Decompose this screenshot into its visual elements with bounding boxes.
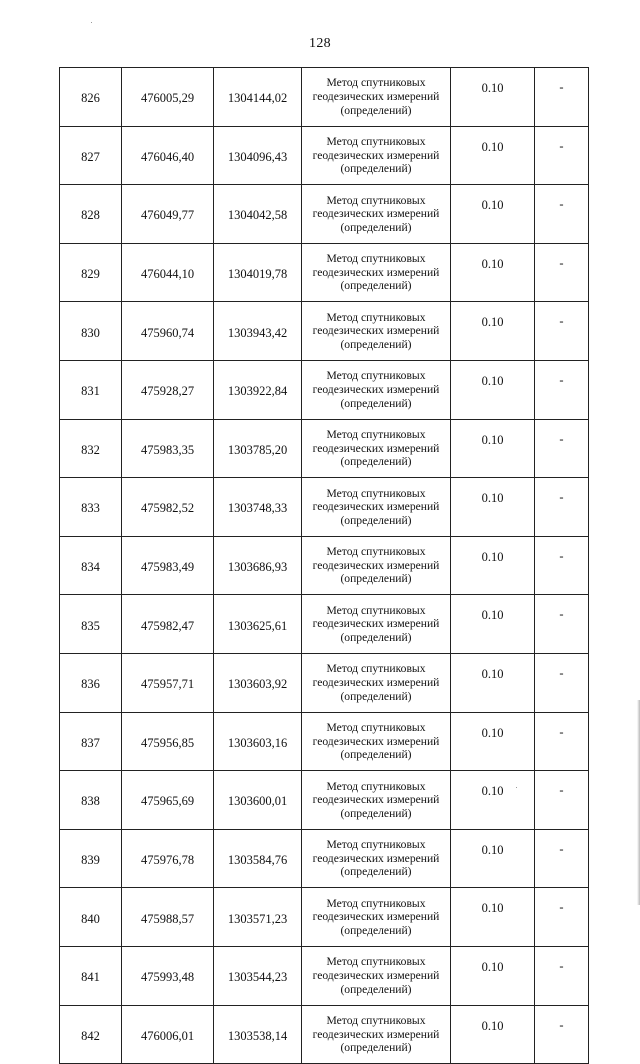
accuracy-cell: 0.10 (451, 653, 535, 712)
method-line: (определений) (340, 455, 412, 469)
note-cell (535, 126, 589, 185)
point-number-cell: 835 (60, 595, 122, 654)
note-value: - (559, 255, 564, 270)
method-cell (302, 712, 451, 771)
method-line: Метод спутниковых (326, 720, 426, 734)
method-line: геодезических измерений (312, 382, 440, 396)
accuracy-cell: 0.10 (451, 536, 535, 595)
method-line: (определений) (340, 865, 412, 879)
point-number-cell: 830 (60, 302, 122, 361)
y-coordinate-cell: 1303748,33 (214, 478, 302, 537)
note-value: - (559, 841, 564, 856)
method-cell (302, 1005, 451, 1064)
note-value: - (559, 900, 564, 915)
note-cell (535, 302, 589, 361)
method-line: геодезических измерений (312, 558, 440, 572)
method-line: Метод спутниковых (326, 955, 426, 969)
y-coordinate-cell: 1303544,23 (214, 946, 302, 1005)
accuracy-cell: 0.10 (451, 126, 535, 185)
method-line: геодезических измерений (312, 90, 440, 103)
method-line: (определений) (340, 923, 412, 937)
method-line: геодезических измерений (312, 1027, 440, 1041)
x-coordinate-cell: 475993,48 (122, 946, 214, 1005)
method-line: геодезических измерений (312, 675, 440, 689)
method-line: геодезических измерений (312, 441, 440, 455)
method-cell (302, 126, 451, 185)
table-body (60, 68, 589, 1064)
method-line: Метод спутниковых (326, 252, 426, 266)
method-line: геодезических измерений (312, 793, 440, 807)
method-line: Метод спутниковых (326, 603, 426, 617)
y-coordinate-cell: 1303584,76 (214, 829, 302, 888)
x-coordinate-cell: 475960,74 (122, 302, 214, 361)
point-number-cell: 839 (60, 829, 122, 888)
method-line: Метод спутниковых (326, 193, 426, 207)
x-coordinate-cell: 476005,29 (122, 68, 214, 127)
note-cell (535, 653, 589, 712)
method-line: (определений) (340, 513, 412, 527)
point-number-cell: 826 (60, 68, 122, 127)
method-line: (определений) (340, 162, 412, 176)
point-number-cell: 840 (60, 888, 122, 947)
method-line: геодезических измерений (312, 324, 440, 338)
y-coordinate-cell: 1303600,01 (214, 771, 302, 830)
method-line: геодезических измерений (312, 617, 440, 631)
method-cell (302, 829, 451, 888)
y-coordinate-cell: 1304042,58 (214, 185, 302, 244)
accuracy-cell: 0.10 (451, 68, 535, 127)
method-cell (302, 536, 451, 595)
method-line: (определений) (340, 806, 412, 820)
note-value: - (559, 958, 564, 973)
x-coordinate-cell: 475982,52 (122, 478, 214, 537)
table-row (60, 771, 589, 830)
method-line: геодезических измерений (312, 968, 440, 982)
table-row (60, 536, 589, 595)
method-line: (определений) (340, 1041, 412, 1055)
note-value: - (559, 665, 564, 680)
method-cell (302, 478, 451, 537)
note-cell (535, 243, 589, 302)
method-cell (302, 185, 451, 244)
table-row (60, 946, 589, 1005)
accuracy-cell: 0.10 (451, 595, 535, 654)
y-coordinate-cell: 1303571,23 (214, 888, 302, 947)
point-number-cell: 838 (60, 771, 122, 830)
method-cell (302, 302, 451, 361)
note-cell (535, 946, 589, 1005)
method-line: (определений) (340, 572, 412, 586)
accuracy-cell: 0.10 (451, 888, 535, 947)
point-number-cell: 829 (60, 243, 122, 302)
note-cell (535, 478, 589, 537)
note-value: - (559, 431, 564, 446)
y-coordinate-cell: 1304144,02 (214, 68, 302, 127)
point-number-cell: 834 (60, 536, 122, 595)
note-value: - (559, 138, 564, 153)
method-line: Метод спутниковых (326, 310, 426, 324)
y-coordinate-cell: 1303686,93 (214, 536, 302, 595)
method-line: (определений) (340, 279, 412, 293)
method-cell (302, 771, 451, 830)
method-line: Метод спутниковых (326, 545, 426, 559)
table-row (60, 419, 589, 478)
accuracy-cell: 0.10 (451, 243, 535, 302)
table-row (60, 68, 589, 127)
method-cell (302, 419, 451, 478)
method-line: (определений) (340, 103, 412, 117)
table-row (60, 829, 589, 888)
method-line: (определений) (340, 982, 412, 996)
table-row (60, 1005, 589, 1064)
table-row (60, 653, 589, 712)
note-cell (535, 536, 589, 595)
note-value: - (559, 372, 564, 387)
accuracy-cell: 0.10 (451, 1005, 535, 1064)
note-cell (535, 888, 589, 947)
method-line: геодезических измерений (312, 910, 440, 924)
note-cell (535, 419, 589, 478)
x-coordinate-cell: 475976,78 (122, 829, 214, 888)
table-row (60, 478, 589, 537)
method-line: Метод спутниковых (326, 76, 426, 90)
note-value: - (559, 197, 564, 212)
note-cell (535, 185, 589, 244)
y-coordinate-cell: 1303785,20 (214, 419, 302, 478)
method-line: (определений) (340, 748, 412, 762)
y-coordinate-cell: 1304096,43 (214, 126, 302, 185)
note-cell (535, 360, 589, 419)
method-cell (302, 653, 451, 712)
x-coordinate-cell: 476006,01 (122, 1005, 214, 1064)
scan-speck (516, 787, 517, 788)
method-cell (302, 243, 451, 302)
note-cell (535, 595, 589, 654)
note-value: - (559, 490, 564, 505)
x-coordinate-cell: 475988,57 (122, 888, 214, 947)
coordinates-table (59, 67, 589, 1064)
table-row (60, 712, 589, 771)
note-value: - (559, 1017, 564, 1032)
point-number-cell: 827 (60, 126, 122, 185)
table-row (60, 595, 589, 654)
x-coordinate-cell: 475928,27 (122, 360, 214, 419)
accuracy-cell: 0.10 (451, 360, 535, 419)
accuracy-cell: 0.10 (451, 185, 535, 244)
accuracy-cell: 0.10 (451, 419, 535, 478)
method-line: (определений) (340, 689, 412, 703)
method-line: (определений) (340, 630, 412, 644)
method-cell (302, 946, 451, 1005)
point-number-cell: 828 (60, 185, 122, 244)
y-coordinate-cell: 1303625,61 (214, 595, 302, 654)
point-number-cell: 837 (60, 712, 122, 771)
method-line: (определений) (340, 337, 412, 351)
note-cell (535, 712, 589, 771)
table-row (60, 243, 589, 302)
method-line: Метод спутниковых (326, 779, 426, 793)
method-line: геодезических измерений (312, 148, 440, 162)
method-line: (определений) (340, 396, 412, 410)
y-coordinate-cell: 1304019,78 (214, 243, 302, 302)
accuracy-cell: 0.10 (451, 829, 535, 888)
y-coordinate-cell: 1303603,16 (214, 712, 302, 771)
y-coordinate-cell: 1303538,14 (214, 1005, 302, 1064)
y-coordinate-cell: 1303943,42 (214, 302, 302, 361)
note-cell (535, 829, 589, 888)
accuracy-cell: 0.10 (451, 478, 535, 537)
note-cell (535, 68, 589, 127)
method-line: геодезических измерений (312, 734, 440, 748)
point-number-cell: 832 (60, 419, 122, 478)
method-line: геодезических измерений (312, 500, 440, 514)
note-value: - (559, 783, 564, 798)
note-value: - (559, 314, 564, 329)
x-coordinate-cell: 475965,69 (122, 771, 214, 830)
note-value: - (559, 607, 564, 622)
note-value: - (559, 724, 564, 739)
point-number-cell: 833 (60, 478, 122, 537)
x-coordinate-cell: 475956,85 (122, 712, 214, 771)
method-line: Метод спутниковых (326, 369, 426, 383)
accuracy-cell: 0.10 (451, 946, 535, 1005)
x-coordinate-cell: 476049,77 (122, 185, 214, 244)
method-line: Метод спутниковых (326, 486, 426, 500)
x-coordinate-cell: 475957,71 (122, 653, 214, 712)
method-line: геодезических измерений (312, 207, 440, 221)
note-value: - (559, 548, 564, 563)
table-row (60, 888, 589, 947)
table-row (60, 126, 589, 185)
method-line: геодезических измерений (312, 265, 440, 279)
method-line: Метод спутниковых (326, 662, 426, 676)
method-line: Метод спутниковых (326, 896, 426, 910)
point-number-cell: 831 (60, 360, 122, 419)
x-coordinate-cell: 476044,10 (122, 243, 214, 302)
method-line: геодезических измерений (312, 851, 440, 865)
table-row (60, 302, 589, 361)
accuracy-cell: 0.10 (451, 712, 535, 771)
y-coordinate-cell: 1303922,84 (214, 360, 302, 419)
method-line: (определений) (340, 220, 412, 234)
x-coordinate-cell: 475982,47 (122, 595, 214, 654)
x-coordinate-cell: 475983,49 (122, 536, 214, 595)
method-cell (302, 595, 451, 654)
table-row (60, 185, 589, 244)
method-cell (302, 68, 451, 127)
note-cell (535, 771, 589, 830)
method-cell (302, 888, 451, 947)
method-line: Метод спутниковых (326, 838, 426, 852)
point-number-cell: 842 (60, 1005, 122, 1064)
method-cell (302, 360, 451, 419)
page-number: 128 (309, 36, 331, 51)
accuracy-cell: 0.10 (451, 771, 535, 830)
x-coordinate-cell: 475983,35 (122, 419, 214, 478)
scan-speck (91, 22, 92, 23)
method-line: Метод спутниковых (326, 427, 426, 441)
accuracy-cell: 0.10 (451, 302, 535, 361)
note-value: - (559, 80, 564, 94)
point-number-cell: 841 (60, 946, 122, 1005)
x-coordinate-cell: 476046,40 (122, 126, 214, 185)
method-line: Метод спутниковых (326, 1013, 426, 1027)
note-cell (535, 1005, 589, 1064)
method-line: Метод спутниковых (326, 135, 426, 148)
table-row (60, 360, 589, 419)
point-number-cell: 836 (60, 653, 122, 712)
y-coordinate-cell: 1303603,92 (214, 653, 302, 712)
